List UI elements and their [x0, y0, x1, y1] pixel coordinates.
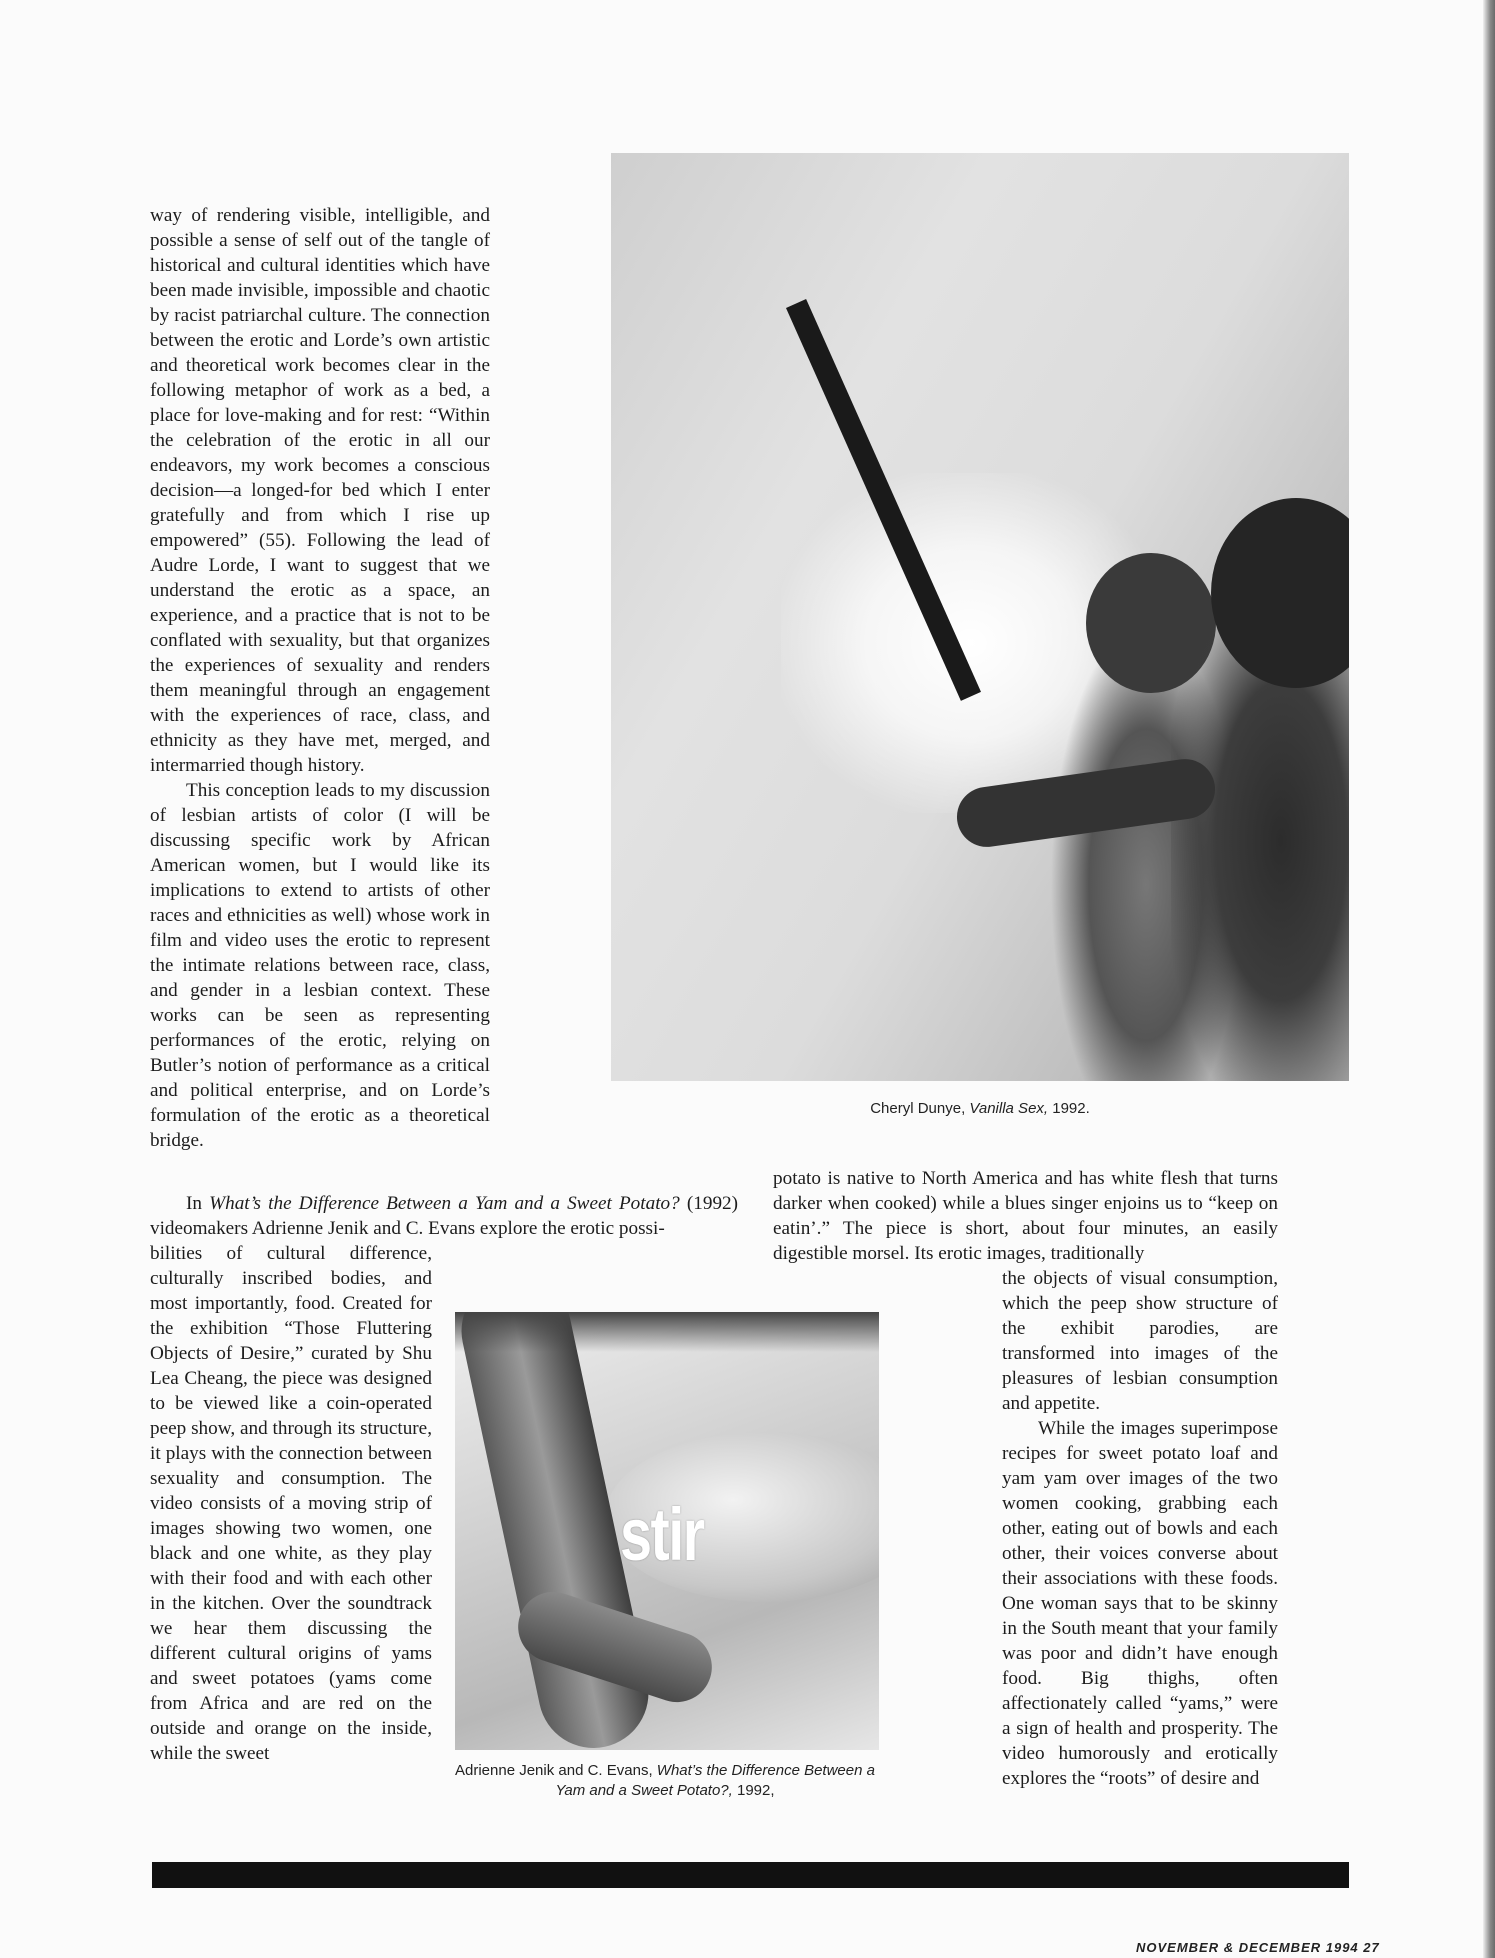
paragraph-recipes: While the images superimpose recipes for sweet potato loaf and yam yam over images of the two women cooking, grabbing each other, eating out of bowls and each other, their voices converse about their associations with these foods. One woman says that to be skinny in the South meant that your family was poor and didn’t have enough food. Big thighs, often affectionately called “yams,” were a sign of health and prosperity. The video humorously and erotically explores the “roots” of desire and — [1002, 1418, 1278, 1789]
paragraph-yam-intro-prefix: In — [186, 1193, 210, 1214]
paragraph-erotic-lorde: way of rendering visible, intelligible, and possible a sense of self out of the tangle of historical and cultural identities which have been made invisible, impossible and chaotic by racist patriarchal culture. The connection between the erotic and Lorde’s own artistic and theoretical work becomes clear in the following metaphor of work as a bed, a place for love-making and for rest: “Within the celebration of the erotic in all our endeavors, my work becomes a conscious decision—a longed-for bed which I enter gratefully and from which I rise up empowered” (55). Following the lead of Audre Lorde, I want to suggest that we understand the erotic as a space, an experience, and a practice that is not to be conflated with sexuality, but that organizes the experiences of sexuality and renders them meaningful through an engagement with the experiences of race, class, and ethnicity as they have met, merged, and intermarried though history. — [150, 205, 490, 776]
page-edge-shadow — [1483, 0, 1495, 1958]
work-title-yam: What’s the Difference Between a Yam and a Sweet Potato? — [209, 1193, 680, 1214]
photo2-overlay-text: stir — [620, 1493, 704, 1576]
caption-vanilla-sex — [611, 1100, 1349, 1117]
caption-yam-suffix: 1992, — [732, 1782, 775, 1799]
paragraph-lesbian-artists: This conception leads to my discussion of lesbian artists of color (I will be discussing specific work by African American women, but I would like its implications to extend to artists of other races and ethnicities as well) whose work in film and video uses the erotic to represent the intimate relations between race, class, and gender in a lesbian context. These works can be seen as representing performances of the erotic, relying on Butler’s notion of performance as a critical and political enterprise, and on Lorde’s formulation of the erotic as a theoretical bridge. — [150, 780, 490, 1151]
paragraph-yam-intro-suffix: (1992) videomakers Adrienne Jenik and C. Evans explore the erotic possi- — [150, 1193, 739, 1239]
paragraph-sweet-potato: potato is native to North America and has white flesh that turns darker when cooked) while a blues singer enjoins us to “keep on eatin’.” The piece is short, about four minutes, an easily digestible morsel. Its erotic images, traditionally — [773, 1168, 1278, 1264]
paragraph-yam-intro — [150, 1191, 738, 1241]
caption-yam-title: What’s the Difference Between a Yam and a Sweet Potato?, — [555, 1762, 875, 1799]
caption-vanilla-sex-prefix: Cheryl Dunye, — [870, 1100, 970, 1117]
body-column-lower-left — [150, 1241, 432, 1766]
caption-yam-prefix: Adrienne Jenik and C. Evans, — [455, 1762, 657, 1779]
body-column-lower-right-top — [773, 1166, 1278, 1266]
paragraph-yam-body: bilities of cultural difference, culturally inscribed bodies, and most importantly, food. Created for the exhibition “Those Fluttering Objects of Desire,” curated by Shu Lea Cheang, the piece was designed to be viewed like a coin-operated peep show, and through its structure, it plays with the connection between sexuality and consumption. The video consists of a moving strip of images showing two women, one black and one white, as they play with their food and with each other in the kitchen. Over the soundtrack we hear them discussing the different cultural origins of yams and sweet potatoes (yams come from Africa and are red on the outside and orange on the inside, while the sweet — [150, 1243, 432, 1764]
photo-vanilla-sex — [611, 153, 1349, 1081]
caption-vanilla-sex-title: Vanilla Sex, — [969, 1100, 1049, 1117]
photo-yam-sweet-potato — [455, 1312, 879, 1750]
page-footer: NOVEMBER & DECEMBER 1994 27 — [1136, 1940, 1380, 1955]
body-column-left — [150, 203, 490, 1153]
caption-yam-sweet-potato — [450, 1761, 880, 1801]
footer-rule-bar — [152, 1862, 1349, 1888]
body-column-lower-right — [1002, 1266, 1278, 1791]
paragraph-consumption: the objects of visual consumption, which the peep show structure of the exhibit parodies, are transformed into images of the pleasures of lesbian consumption and appetite. — [1002, 1268, 1278, 1414]
caption-vanilla-sex-suffix: 1992. — [1048, 1100, 1090, 1117]
photo2-top-shadow — [455, 1312, 879, 1352]
